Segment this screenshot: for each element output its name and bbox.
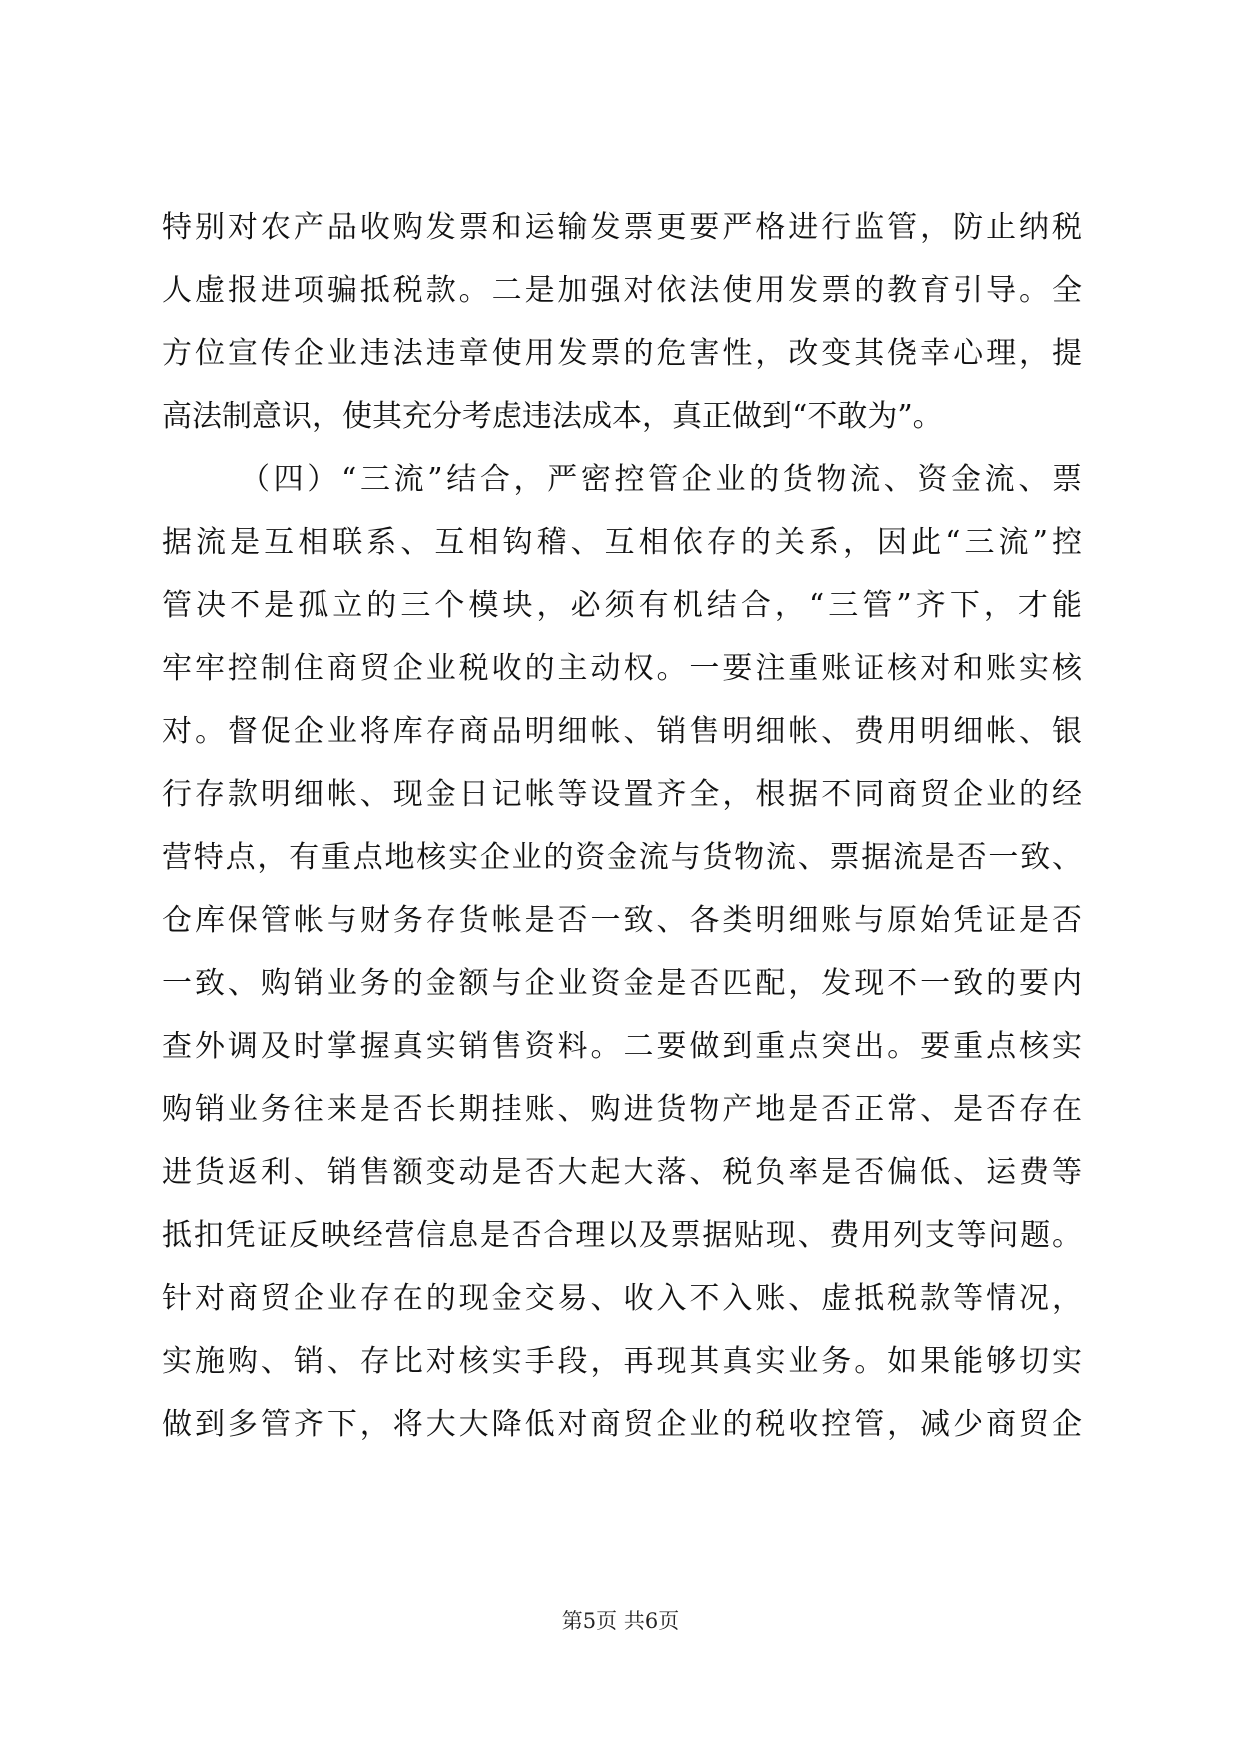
body-text-line: 对。督促企业将库存商品明细帐、销售明细帐、费用明细帐、银: [162, 714, 1082, 749]
body-text-line: 牢牢控制住商贸企业税收的主动权。一要注重账证核对和账实核: [162, 651, 1082, 686]
body-text-line: 进货返利、销售额变动是否大起大落、税负率是否偏低、运费等: [162, 1155, 1082, 1190]
body-text-line: 购销业务往来是否长期挂账、购进货物产地是否正常、是否存在: [162, 1092, 1082, 1127]
body-text-line: 方位宣传企业违法违章使用发票的危害性，改变其侥幸心理，提: [162, 336, 1082, 371]
body-text-line: 针对商贸企业存在的现金交易、收入不入账、虚抵税款等情况，: [162, 1281, 1082, 1316]
body-text-line: 仓库保管帐与财务存货帐是否一致、各类明细账与原始凭证是否: [162, 903, 1082, 938]
body-text-line: 特别对农产品收购发票和运输发票更要严格进行监管，防止纳税: [162, 210, 1082, 245]
body-text-line: 高法制意识，使其充分考虑违法成本，真正做到“不敢为”。: [162, 399, 943, 434]
body-text-line: 据流是互相联系、互相钩稽、互相依存的关系，因此“三流”控: [162, 525, 1082, 560]
body-text-line: 人虚报进项骗抵税款。二是加强对依法使用发票的教育引导。全: [162, 273, 1082, 308]
page-footer: 第5页 共6页: [561, 1609, 680, 1633]
body-text-line: 做到多管齐下，将大大降低对商贸企业的税收控管，减少商贸企: [162, 1407, 1082, 1442]
section-heading-line: （四）“三流”结合，严密控管企业的货物流、资金流、票: [240, 462, 1082, 497]
body-text-line: 实施购、销、存比对核实手段，再现其真实业务。如果能够切实: [162, 1344, 1082, 1379]
body-text-line: 行存款明细帐、现金日记帐等设置齐全，根据不同商贸企业的经: [162, 777, 1082, 812]
body-text-line: 抵扣凭证反映经营信息是否合理以及票据贴现、费用列支等问题。: [162, 1218, 1082, 1253]
body-text-line: 管决不是孤立的三个模块，必须有机结合，“三管”齐下，才能: [162, 588, 1082, 623]
body-text-line: 一致、购销业务的金额与企业资金是否匹配，发现不一致的要内: [162, 966, 1082, 1001]
body-text-line: 查外调及时掌握真实销售资料。二要做到重点突出。要重点核实: [162, 1029, 1082, 1064]
body-text-line: 营特点，有重点地核实企业的资金流与货物流、票据流是否一致、: [162, 840, 1082, 875]
